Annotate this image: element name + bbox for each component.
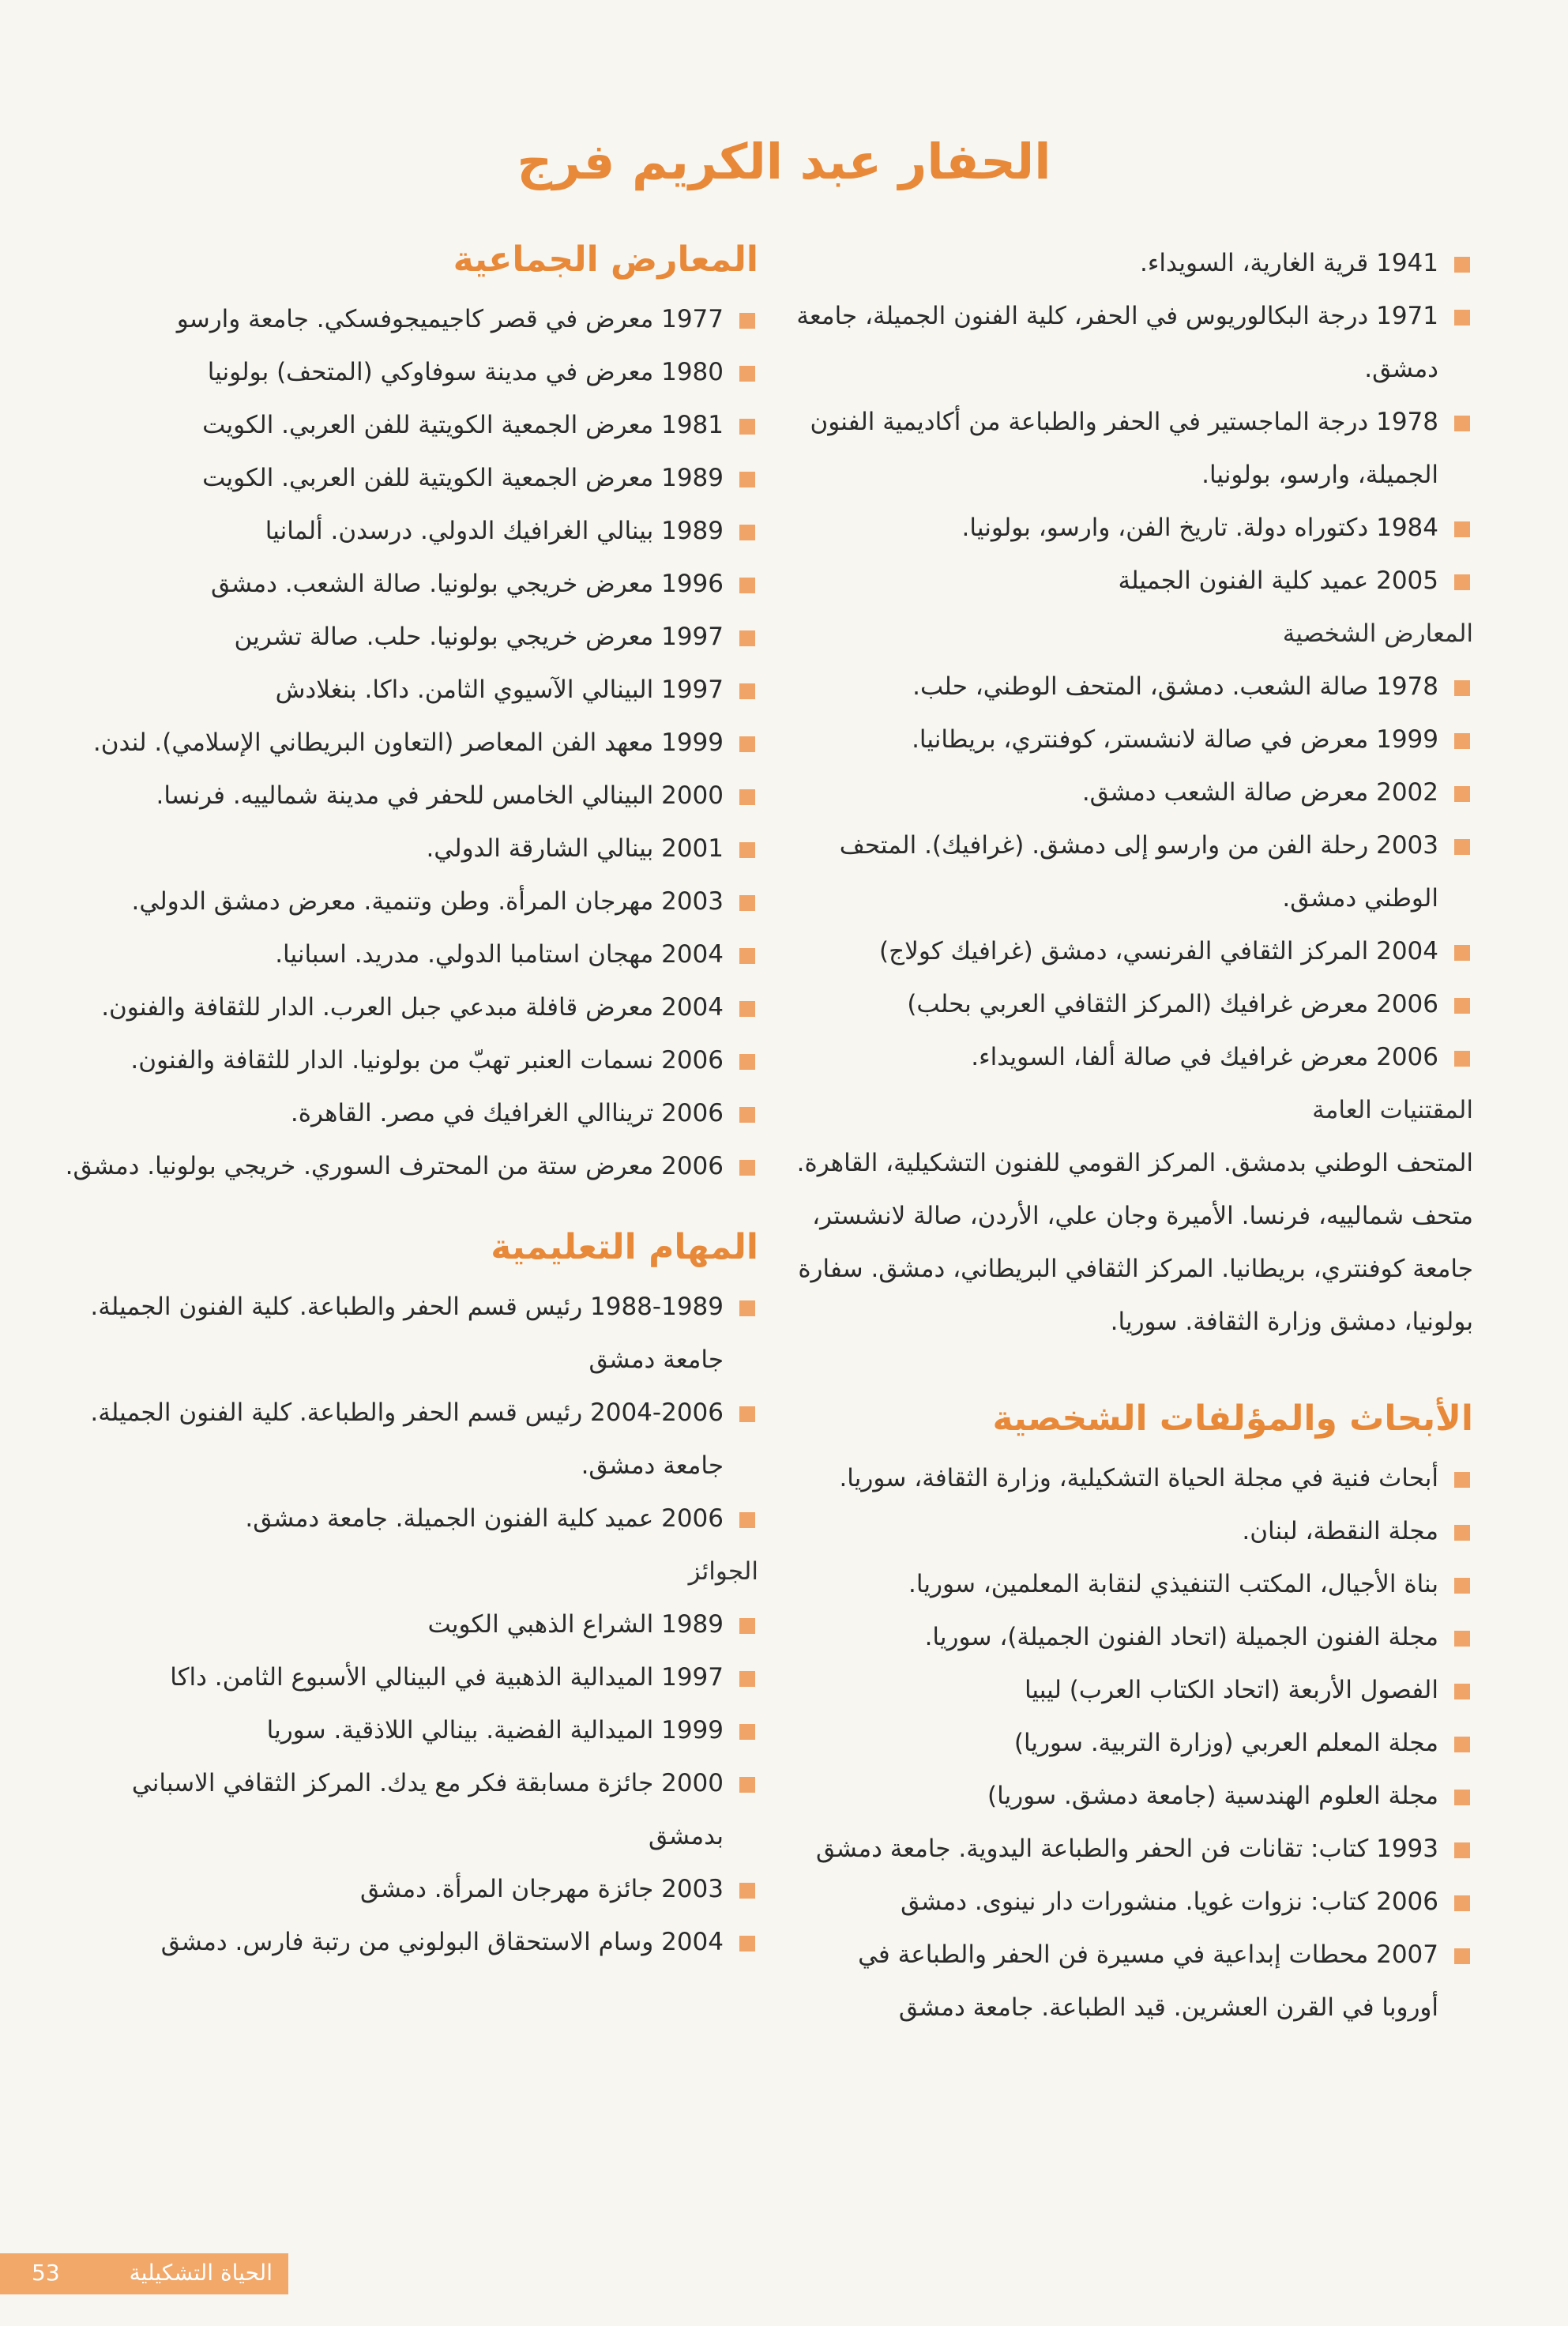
- square-bullet-icon: [1454, 1895, 1470, 1911]
- list-item: 1996 معرض خريجي بولونيا. صالة الشعب. دمشق: [63, 558, 758, 611]
- list-item: 1999 الميدالية الفضية. بينالي اللاذقية. سوريا: [63, 1704, 758, 1757]
- list-item: 2006 نسمات العنبر تهبّ من بولونيا. الدار للثقافة والفنون.: [63, 1034, 758, 1087]
- square-bullet-icon: [739, 1671, 755, 1687]
- square-bullet-icon: [739, 419, 755, 435]
- square-bullet-icon: [739, 525, 755, 540]
- list-item: 2004 معرض قافلة مبدعي جبل العرب. الدار للثقافة والفنون.: [63, 981, 758, 1034]
- list-item: 1993 كتاب: تقانات فن الحفر والطباعة اليدوية. جامعة دمشق: [794, 1823, 1473, 1876]
- list-item: 2003 رحلة الفن من وارسو إلى دمشق. (غرافيك). المتحف الوطني دمشق.: [794, 819, 1473, 925]
- square-bullet-icon: [739, 630, 755, 646]
- list-item: 2004 المركز الثقافي الفرنسي، دمشق (غرافيك كولاج): [794, 925, 1473, 978]
- list-item: 2007 محطات إبداعية في مسيرة فن الحفر والطباعة في أوروبا في القرن العشرين. قيد الطباعة. جامعة دمشق: [794, 1929, 1473, 2034]
- square-bullet-icon: [1454, 1578, 1470, 1594]
- list-item: 1989 الشراع الذهبي الكويت: [63, 1598, 758, 1651]
- group-exhibitions-heading: المعارض الجماعية: [453, 239, 758, 280]
- list-item: أبحاث فنية في مجلة الحياة التشكيلية، وزارة الثقافة، سوريا.: [794, 1452, 1473, 1505]
- square-bullet-icon: [739, 1001, 755, 1017]
- list-item: 1989 بينالي الغرافيك الدولي. درسدن. ألمانيا: [63, 505, 758, 558]
- personal-exhibitions-list: [794, 661, 1473, 1084]
- square-bullet-icon: [739, 842, 755, 858]
- left-column: [63, 237, 758, 1969]
- page-number: 53: [32, 2260, 60, 2286]
- list-item: 2001 بينالي الشارقة الدولي.: [63, 822, 758, 875]
- square-bullet-icon: [1454, 416, 1470, 431]
- list-item: 2003 مهرجان المرأة. وطن وتنمية. معرض دمشق الدولي.: [63, 875, 758, 928]
- square-bullet-icon: [739, 736, 755, 752]
- square-bullet-icon: [1454, 1948, 1470, 1964]
- square-bullet-icon: [1454, 733, 1470, 749]
- bio-list: [794, 237, 1473, 608]
- square-bullet-icon: [1454, 521, 1470, 537]
- square-bullet-icon: [739, 1512, 755, 1528]
- list-item: 2005 عميد كلية الفنون الجميلة: [794, 555, 1473, 608]
- personal-exhibitions-heading: المعارض الشخصية: [1282, 619, 1473, 648]
- square-bullet-icon: [739, 472, 755, 487]
- list-item: 1997 البينالي الآسيوي الثامن. داكا. بنغلادش: [63, 664, 758, 717]
- awards-list: [63, 1598, 758, 1969]
- square-bullet-icon: [739, 683, 755, 699]
- square-bullet-icon: [739, 948, 755, 964]
- square-bullet-icon: [739, 1777, 755, 1793]
- teaching-list: [63, 1281, 758, 1545]
- list-item: 2006 معرض غرافيك (المركز الثقافي العربي بحلب): [794, 978, 1473, 1031]
- list-item: 1997 معرض خريجي بولونيا. حلب. صالة تشرين: [63, 611, 758, 664]
- list-item: 1978 درجة الماجستير في الحفر والطباعة من أكاديمية الفنون الجميلة، وارسو، بولونيا.: [794, 396, 1473, 502]
- square-bullet-icon: [1454, 1684, 1470, 1699]
- square-bullet-icon: [739, 578, 755, 593]
- square-bullet-icon: [739, 1883, 755, 1899]
- square-bullet-icon: [1454, 1790, 1470, 1805]
- list-item: 2000 جائزة مسابقة فكر مع يدك. المركز الثقافي الاسباني بدمشق: [63, 1757, 758, 1863]
- square-bullet-icon: [739, 1724, 755, 1740]
- square-bullet-icon: [739, 895, 755, 911]
- acquisitions-heading: المقتنيات العامة: [1312, 1096, 1473, 1124]
- square-bullet-icon: [1454, 310, 1470, 326]
- square-bullet-icon: [739, 1936, 755, 1952]
- page-footer: [0, 2253, 288, 2294]
- square-bullet-icon: [739, 366, 755, 382]
- square-bullet-icon: [1454, 574, 1470, 590]
- square-bullet-icon: [1454, 257, 1470, 273]
- list-item: الفصول الأربعة (اتحاد الكتاب العرب) ليبيا: [794, 1664, 1473, 1717]
- list-item: 1988-1989 رئيس قسم الحفر والطباعة. كلية الفنون الجميلة. جامعة دمشق: [63, 1281, 758, 1387]
- list-item: مجلة العلوم الهندسية (جامعة دمشق. سوريا): [794, 1770, 1473, 1823]
- right-column: [794, 237, 1473, 2034]
- list-item: 1999 معهد الفن المعاصر (التعاون البريطاني الإسلامي). لندن.: [63, 717, 758, 770]
- list-item: 1984 دكتوراه دولة. تاريخ الفن، وارسو، بولونيا.: [794, 502, 1473, 555]
- square-bullet-icon: [1454, 1631, 1470, 1647]
- list-item: 2002 معرض صالة الشعب دمشق.: [794, 766, 1473, 819]
- square-bullet-icon: [1454, 680, 1470, 696]
- list-item: 2004 وسام الاستحقاق البولوني من رتبة فارس. دمشق: [63, 1916, 758, 1969]
- awards-heading: الجوائز: [688, 1557, 758, 1586]
- research-list: [794, 1452, 1473, 2034]
- list-item: مجلة النقطة، لبنان.: [794, 1505, 1473, 1558]
- square-bullet-icon: [739, 1406, 755, 1422]
- list-item: 2000 البينالي الخامس للحفر في مدينة شمالييه. فرنسا.: [63, 770, 758, 822]
- square-bullet-icon: [1454, 945, 1470, 961]
- list-item: 2004 مهجان استامبا الدولي. مدريد. اسبانيا.: [63, 928, 758, 981]
- list-item: 1999 معرض في صالة لانشستر، كوفنتري، بريطانيا.: [794, 713, 1473, 766]
- square-bullet-icon: [1454, 1051, 1470, 1067]
- magazine-name: الحياة التشكيلية: [129, 2260, 273, 2286]
- list-item: 2006 معرض ستة من المحترف السوري. خريجي بولونيا. دمشق.: [63, 1140, 758, 1193]
- group-exhibitions-list: [63, 293, 758, 1193]
- square-bullet-icon: [739, 789, 755, 805]
- list-item: 2006 معرض غرافيك في صالة ألفا، السويداء.: [794, 1031, 1473, 1084]
- list-item: 1978 صالة الشعب. دمشق، المتحف الوطني، حلب.: [794, 661, 1473, 713]
- list-item: 1980 معرض في مدينة سوفاوكي (المتحف) بولونيا: [63, 346, 758, 399]
- list-item: 1997 الميدالية الذهبية في البينالي الأسبوع الثامن. داكا: [63, 1651, 758, 1704]
- list-item: 2006 كتاب: نزوات غويا. منشورات دار نينوى. دمشق: [794, 1876, 1473, 1929]
- square-bullet-icon: [739, 1300, 755, 1316]
- list-item: بناة الأجيال، المكتب التنفيذي لنقابة المعلمين، سوريا.: [794, 1558, 1473, 1611]
- list-item: مجلة الفنون الجميلة (اتحاد الفنون الجميلة)، سوريا.: [794, 1611, 1473, 1664]
- square-bullet-icon: [1454, 839, 1470, 855]
- square-bullet-icon: [739, 313, 755, 329]
- list-item: 1989 معرض الجمعية الكويتية للفن العربي. الكويت: [63, 452, 758, 505]
- list-item: 1977 معرض في قصر كاجيميجوفسكي. جامعة وارسو: [63, 293, 758, 346]
- square-bullet-icon: [1454, 1525, 1470, 1541]
- square-bullet-icon: [739, 1107, 755, 1123]
- square-bullet-icon: [1454, 1472, 1470, 1488]
- list-item: 2006 تريناالي الغرافيك في مصر. القاهرة.: [63, 1087, 758, 1140]
- square-bullet-icon: [739, 1054, 755, 1070]
- page-title: الحفار عبد الكريم فرج: [517, 133, 1051, 190]
- list-item: 1941 قرية الغارية، السويداء.: [794, 237, 1473, 290]
- list-item: مجلة المعلم العربي (وزارة التربية. سوريا): [794, 1717, 1473, 1770]
- square-bullet-icon: [1454, 786, 1470, 802]
- teaching-heading: المهام التعليمية: [491, 1227, 758, 1268]
- list-item: 2003 جائزة مهرجان المرأة. دمشق: [63, 1863, 758, 1916]
- square-bullet-icon: [739, 1160, 755, 1176]
- list-item: 1981 معرض الجمعية الكويتية للفن العربي. الكويت: [63, 399, 758, 452]
- square-bullet-icon: [1454, 998, 1470, 1014]
- acquisitions-text: المتحف الوطني بدمشق. المركز القومي للفنون التشكيلية، القاهرة. متحف شمالييه، فرنسا. الأميرة وجان علي، الأردن، صالة لانشستر، جامعة كوفنتري، بريطانيا. المركز الثقافي البريطاني، دمشق. سفارة بولونيا، دمشق وزارة الثقافة. سوريا.: [796, 1149, 1473, 1336]
- list-item: 1971 درجة البكالوريوس في الحفر، كلية الفنون الجميلة، جامعة دمشق.: [794, 290, 1473, 396]
- square-bullet-icon: [1454, 1737, 1470, 1752]
- square-bullet-icon: [1454, 1842, 1470, 1858]
- list-item: 2006 عميد كلية الفنون الجميلة. جامعة دمشق.: [63, 1492, 758, 1545]
- research-heading: الأبحاث والمؤلفات الشخصية: [992, 1398, 1473, 1439]
- square-bullet-icon: [739, 1618, 755, 1634]
- list-item: 2004-2006 رئيس قسم الحفر والطباعة. كلية الفنون الجميلة. جامعة دمشق.: [63, 1387, 758, 1492]
